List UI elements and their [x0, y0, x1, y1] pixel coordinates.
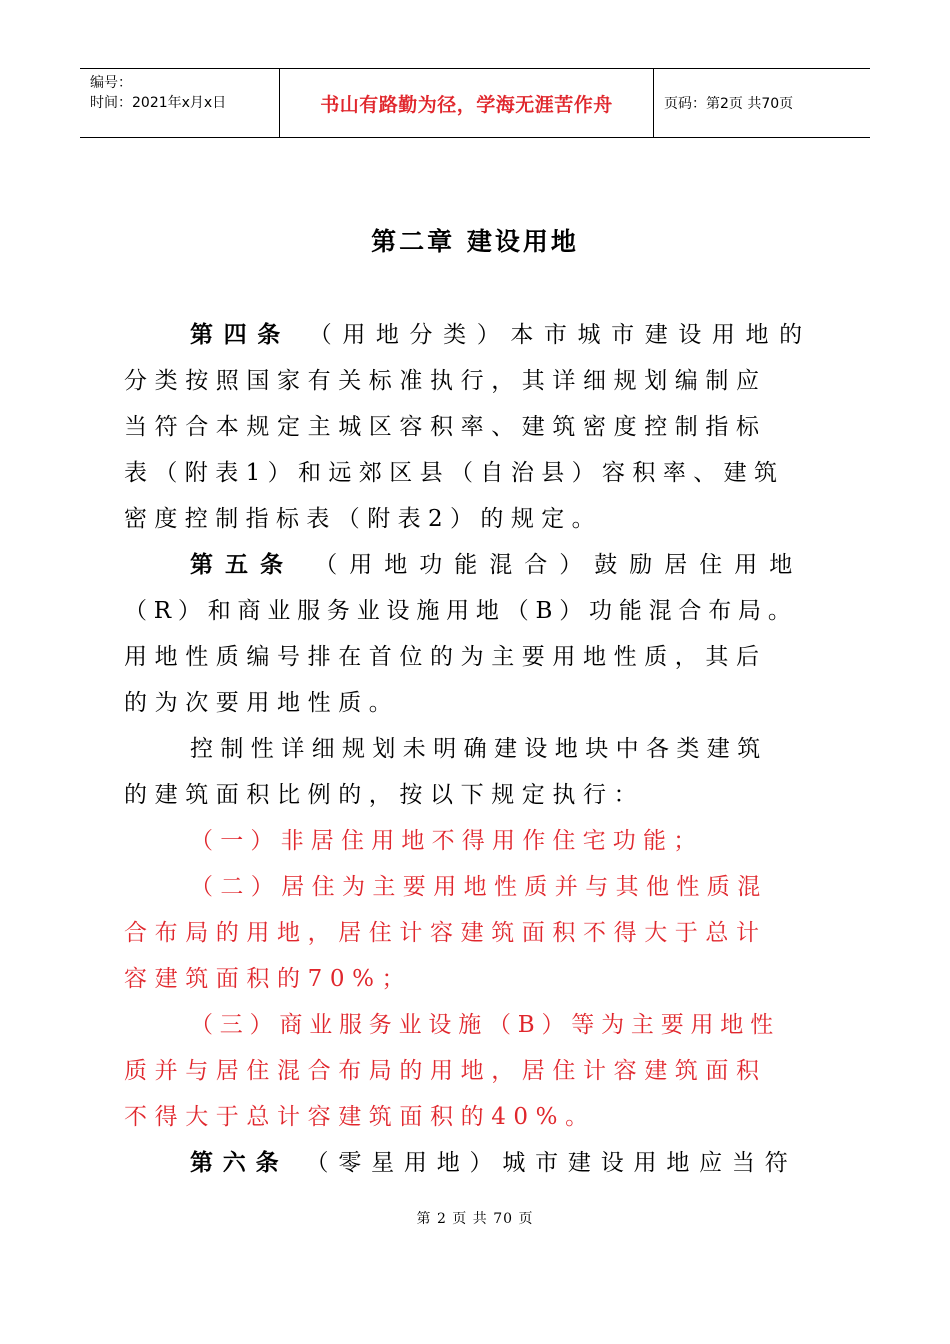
article-text: （用地功能混合）鼓励居住用地: [295, 552, 805, 578]
article-number: 第五条: [190, 552, 295, 578]
body-line: （一）非居住用地不得用作住宅功能；: [190, 828, 704, 854]
motto: 书山有路勤为径，学海无涯苦作舟: [320, 93, 613, 116]
body-line: 分类按照国家有关标准执行，其详细规划编制应: [124, 368, 767, 394]
body-line: （R）和商业服务业设施用地（B）功能混合布局。: [124, 598, 798, 624]
body-line: [124, 542, 824, 588]
body-line: 当符合本规定主城区容积率、建筑密度控制指标: [124, 414, 767, 440]
header-motto-cell: [280, 69, 654, 137]
header-right-cell: [654, 69, 870, 137]
body-line: （二）居住为主要用地性质并与其他性质混: [190, 874, 768, 900]
header-table: [80, 68, 870, 138]
page-footer: 第 2 页 共 70 页: [416, 1211, 534, 1227]
article-text: （零星用地）城市建设用地应当符: [288, 1150, 798, 1176]
body-line: 密度控制指标表（附表2）的规定。: [124, 506, 603, 532]
header-left-cell: [80, 69, 280, 137]
body-line: 质并与居住混合布局的用地，居住计容建筑面积: [124, 1058, 767, 1084]
number-label: 编号：: [90, 75, 132, 91]
body-line: （三）商业服务业设施（B）等为主要用地性: [190, 1012, 780, 1038]
body-line: 控制性详细规划未明确建设地块中各类建筑: [190, 736, 768, 762]
chapter-title: 第二章 建设用地: [371, 227, 579, 256]
article-text: （用地分类）本市城市建设用地的: [290, 322, 813, 348]
body-line: 容建筑面积的70%；: [124, 966, 413, 992]
body-line: [124, 312, 824, 358]
body-text: [124, 312, 824, 1186]
body-line: 不得大于总计容建筑面积的40%。: [124, 1104, 596, 1130]
article-number: 第四条: [190, 322, 291, 348]
page-info: 页码：第2页 共70页: [664, 96, 794, 112]
time-label: 时间：2021年x月x日: [90, 95, 227, 111]
body-line: 的建筑面积比例的，按以下规定执行：: [124, 782, 645, 808]
body-line: [124, 1140, 824, 1186]
body-line: 的为次要用地性质。: [124, 690, 400, 716]
body-line: 用地性质编号排在首位的为主要用地性质，其后: [124, 644, 767, 670]
article-number: 第六条: [190, 1150, 289, 1176]
body-line: 合布局的用地，居住计容建筑面积不得大于总计: [124, 920, 767, 946]
body-line: 表（附表1）和远郊区县（自治县）容积率、建筑: [124, 460, 785, 486]
